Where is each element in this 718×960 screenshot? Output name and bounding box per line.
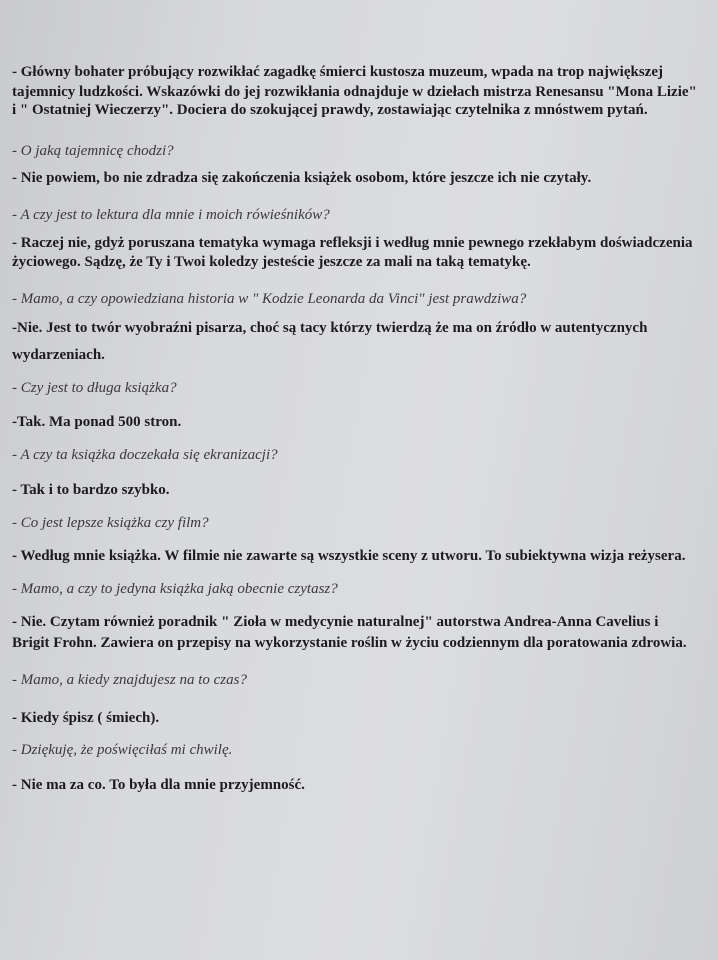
answer-line: - Nie. Czytam również poradnik " Zioła w medycynie naturalnej" autorstwa Andrea-Anna Cavelius i: [12, 614, 659, 630]
answer-line: - Główny bohater próbujący rozwikłać zagadkę śmierci kustosza muzeum, wpada na trop największej: [12, 64, 663, 80]
answer-line: -Tak. Ma ponad 500 stron.: [12, 414, 182, 430]
question-line: - A czy ta książka doczekała się ekranizacji?: [12, 447, 278, 463]
answer-line: - Tak i to bardzo szybko.: [12, 482, 170, 498]
question-line: - Mamo, a czy opowiedziana historia w " Kodzie Leonarda da Vinci" jest prawdziwa?: [12, 291, 527, 307]
question-line: - Co jest lepsze książka czy film?: [12, 515, 209, 531]
answer-line: - Według mnie książka. W filmie nie zawarte są wszystkie sceny z utworu. To subiektywna wizja reżysera.: [12, 548, 686, 564]
answer-line: - Kiedy śpisz ( śmiech).: [12, 710, 160, 726]
question-line: - Mamo, a czy to jedyna książka jaką obecnie czytasz?: [12, 581, 338, 597]
answer-line: - Raczej nie, gdyż poruszana tematyka wymaga refleksji i według mnie pewnego rzekłabym doświadczenia: [12, 235, 693, 251]
question-line: - Czy jest to długa książka?: [12, 380, 177, 396]
answer-line: i " Ostatniej Wieczerzy". Dociera do szokującej prawdy, zostawiając czytelnika z mnóstwem pytań.: [12, 102, 648, 118]
question-line: - O jaką tajemnicę chodzi?: [12, 143, 174, 159]
answer-line: Brigit Frohn. Zawiera on przepisy na wykorzystanie roślin w życiu codziennym dla poratowania zdrowia.: [12, 635, 687, 651]
answer-line: tajemnicy ludzkości. Wskazówki do jej rozwikłania odnajduje w dziełach mistrza Renesansu "Mona Lizie": [12, 84, 697, 100]
question-line: - Mamo, a kiedy znajdujesz na to czas?: [12, 672, 247, 688]
answer-line: - Nie powiem, bo nie zdradza się zakończenia książek osobom, które jeszcze ich nie czytały.: [12, 170, 592, 186]
question-line: - A czy jest to lektura dla mnie i moich rówieśników?: [12, 207, 330, 223]
answer-line: -Nie. Jest to twór wyobraźni pisarza, choć są tacy którzy twierdzą że ma on źródło w autentycznych: [12, 320, 648, 336]
answer-line: - Nie ma za co. To była dla mnie przyjemność.: [12, 777, 305, 793]
answer-line: wydarzeniach.: [12, 347, 105, 363]
question-line: - Dziękuję, że poświęciłaś mi chwilę.: [12, 742, 233, 758]
answer-line: życiowego. Sądzę, że Ty i Twoi koledzy jesteście jeszcze za mali na taką tematykę.: [12, 254, 531, 270]
